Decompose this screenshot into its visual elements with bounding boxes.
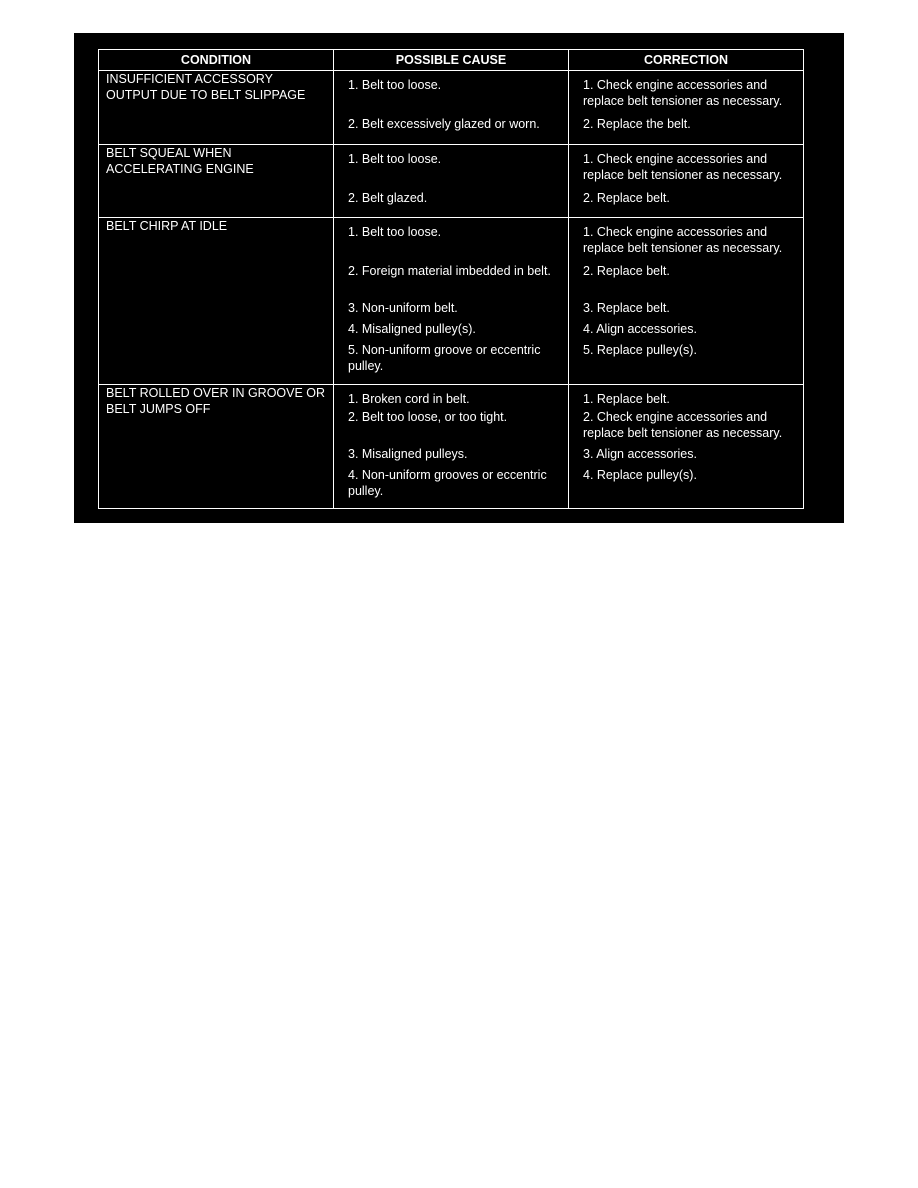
cause-item: 2. Belt excessively glazed or worn. [348, 117, 540, 131]
condition-cell: BELT SQUEAL WHEN ACCELERATING ENGINE [99, 145, 334, 218]
table-row [99, 71, 804, 145]
condition-cell: BELT ROLLED OVER IN GROOVE OR BELT JUMPS OFF [99, 385, 334, 509]
header-possible-cause: POSSIBLE CAUSE [334, 50, 569, 71]
correction-item: 2. Replace belt. [583, 264, 670, 278]
cause-item: 1. Belt too loose. [348, 152, 442, 166]
correction-cell [569, 218, 804, 385]
correction-cell [569, 71, 804, 145]
correction-item: 1. Check engine accessories and replace belt tensioner as necessary. [583, 152, 783, 182]
cause-cell [334, 218, 569, 385]
correction-item: 3. Replace belt. [583, 301, 670, 315]
cause-cell [334, 385, 569, 509]
correction-item: 5. Replace pulley(s). [583, 343, 697, 357]
cause-item: 1. Belt too loose. [348, 225, 442, 239]
diagnosis-panel [74, 33, 844, 523]
header-row [99, 50, 804, 71]
correction-item: 2. Replace the belt. [583, 117, 691, 131]
correction-item: 2. Check engine accessories and replace belt tensioner as necessary. [583, 410, 783, 440]
correction-cell [569, 385, 804, 509]
cause-item: 1. Belt too loose. [348, 78, 442, 92]
correction-cell [569, 145, 804, 218]
correction-item: 1. Replace belt. [583, 392, 670, 406]
correction-item: 3. Align accessories. [583, 447, 697, 461]
cause-cell [334, 71, 569, 145]
cause-item: 4. Non-uniform grooves or eccentric pulley. [348, 468, 547, 498]
condition-cell: BELT CHIRP AT IDLE [99, 218, 334, 385]
header-correction: CORRECTION [569, 50, 804, 71]
cause-item: 2. Belt glazed. [348, 191, 428, 205]
cause-item: 4. Misaligned pulley(s). [348, 322, 476, 336]
correction-item: 1. Check engine accessories and replace belt tensioner as necessary. [583, 225, 783, 255]
cause-item: 1. Broken cord in belt. [348, 392, 470, 406]
condition-cell: INSUFFICIENT ACCESSORY OUTPUT DUE TO BELT SLIPPAGE [99, 71, 334, 145]
cause-cell [334, 145, 569, 218]
cause-item: 3. Misaligned pulleys. [348, 447, 468, 461]
correction-item: 4. Replace pulley(s). [583, 468, 697, 482]
cause-item: 2. Foreign material imbedded in belt. [348, 264, 551, 278]
header-condition: CONDITION [99, 50, 334, 71]
cause-item: 3. Non-uniform belt. [348, 301, 458, 315]
correction-item: 4. Align accessories. [583, 322, 697, 336]
table-row [99, 385, 804, 509]
table-row [99, 218, 804, 385]
correction-item: 2. Replace belt. [583, 191, 670, 205]
belt-diagnosis-table [98, 49, 804, 509]
table-row [99, 145, 804, 218]
cause-item: 2. Belt too loose, or too tight. [348, 410, 508, 424]
cause-item: 5. Non-uniform groove or eccentric pulley. [348, 343, 541, 373]
correction-item: 1. Check engine accessories and replace belt tensioner as necessary. [583, 78, 783, 108]
